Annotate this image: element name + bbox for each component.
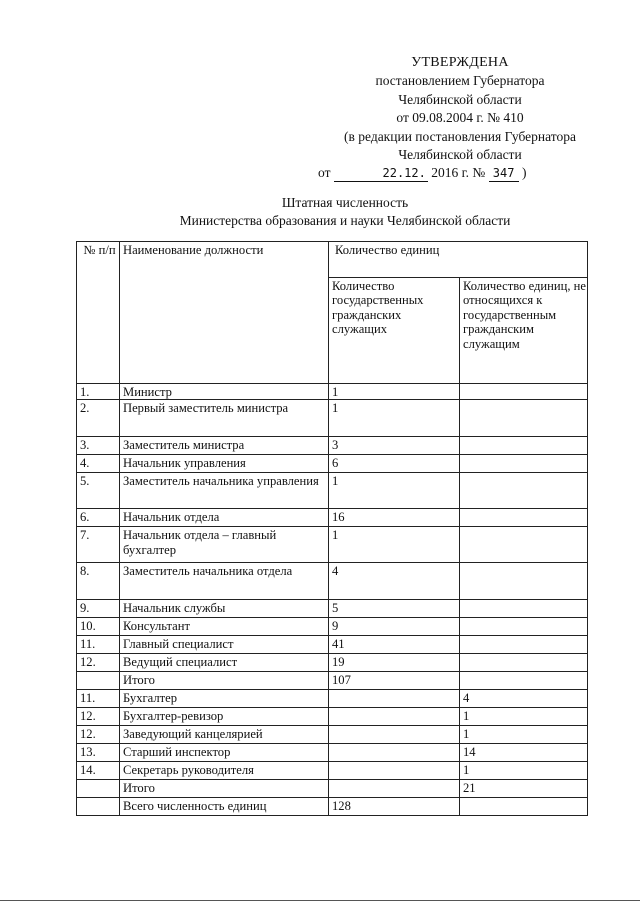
row-number: 12. [77,654,120,672]
row-number: 11. [77,690,120,708]
row-noncivil-count [460,384,588,400]
row-number: 12. [77,708,120,726]
row-number: 4. [77,455,120,473]
row-civil-count: 1 [329,527,460,563]
header-civil-servants: Количество государственных гражданских служащих [329,278,460,384]
table-row [77,509,588,527]
row-position: Начальник службы [120,600,329,618]
row-noncivil-count: 14 [460,744,588,762]
table-row [77,744,588,762]
row-noncivil-count [460,563,588,600]
row-number: 12. [77,726,120,744]
grand-total-row [77,798,588,816]
table-row [77,636,588,654]
row-number: 8. [77,563,120,600]
row-number: 10. [77,618,120,636]
page-bottom-divider [0,900,640,901]
row-number: 14. [77,762,120,780]
approval-line-1: постановлением Губернатора [375,73,545,89]
row-civil-count: 6 [329,455,460,473]
row-number [77,798,120,816]
row-position: Бухгалтер [120,690,329,708]
approval-line-3: от 09.08.2004 г. № 410 [396,110,524,126]
header-row [77,242,588,278]
row-position: Консультант [120,618,329,636]
table-row [77,455,588,473]
row-civil-count: 1 [329,473,460,509]
civil-total-row [77,672,588,690]
row-position: Начальник отдела [120,509,329,527]
row-number: 9. [77,600,120,618]
row-noncivil-count: 1 [460,708,588,726]
row-position: Главный специалист [120,636,329,654]
year-text: 2016 г. № [431,165,486,181]
row-position: Бухгалтер-ревизор [120,708,329,726]
table-row [77,600,588,618]
table-row [77,708,588,726]
row-number: 5. [77,473,120,509]
row-noncivil-count [460,527,588,563]
approval-date-line [310,164,610,182]
header-quantity: Количество единиц [329,242,588,278]
row-civil-count: 9 [329,618,460,636]
row-position: Заведующий канцелярией [120,726,329,744]
row-civil-count [329,762,460,780]
row-noncivil-count [460,654,588,672]
row-civil-count: 3 [329,437,460,455]
row-civil-count: 41 [329,636,460,654]
close-paren: ) [522,165,527,181]
approval-stamp [310,54,610,183]
staff-table [76,241,588,816]
row-position: Итого [120,672,329,690]
table-row [77,618,588,636]
header-number: № п/п [77,242,120,384]
approval-line-5: Челябинской области [398,147,522,163]
row-noncivil-count [460,455,588,473]
row-position: Всего численность единиц [120,798,329,816]
row-civil-count: 128 [329,798,460,816]
table-row [77,527,588,563]
row-position: Итого [120,780,329,798]
header-position: Наименование должности [120,242,329,384]
row-noncivil-count: 1 [460,726,588,744]
row-position: Заместитель начальника отдела [120,563,329,600]
row-civil-count: 5 [329,600,460,618]
document-subtitle: Министерства образования и науки Челябинской области [179,213,511,229]
table-row [77,654,588,672]
row-civil-count: 19 [329,654,460,672]
number-value: 347 [489,166,519,182]
row-civil-count [329,780,460,798]
row-number [77,672,120,690]
row-civil-count [329,744,460,762]
header-non-civil: Количество единиц, не относящихся к государственным гражданским служащим [460,278,588,384]
row-number: 2. [77,400,120,437]
row-civil-count [329,708,460,726]
document-heading [0,194,640,231]
row-position: Первый заместитель министра [120,400,329,437]
row-position: Начальник отдела – главный бухгалтер [120,527,329,563]
row-noncivil-count [460,618,588,636]
row-noncivil-count [460,798,588,816]
row-position: Начальник управления [120,455,329,473]
row-number: 6. [77,509,120,527]
row-number: 3. [77,437,120,455]
row-noncivil-count: 4 [460,690,588,708]
row-civil-count: 1 [329,384,460,400]
approval-title: УТВЕРЖДЕНА [411,55,509,70]
row-civil-count: 1 [329,400,460,437]
row-position: Министр [120,384,329,400]
noncivil-total-row [77,780,588,798]
row-noncivil-count [460,600,588,618]
approval-line-4: (в редакции постановления Губернатора [344,128,576,144]
row-number [77,780,120,798]
row-noncivil-count [460,400,588,437]
date-value: 22.12. [334,166,428,182]
table-row [77,762,588,780]
row-position: Заместитель начальника управления [120,473,329,509]
row-noncivil-count [460,636,588,654]
table-row [77,690,588,708]
row-position: Ведущий специалист [120,654,329,672]
row-civil-count [329,726,460,744]
row-civil-count: 4 [329,563,460,600]
document-title: Штатная численность [281,195,409,210]
table-row [77,384,588,400]
row-position: Заместитель министра [120,437,329,455]
row-noncivil-count [460,437,588,455]
row-noncivil-count [460,473,588,509]
table-row [77,473,588,509]
row-number: 1. [77,384,120,400]
row-civil-count [329,690,460,708]
row-position: Секретарь руководителя [120,762,329,780]
approval-line-2: Челябинской области [398,91,522,107]
date-prefix: от [318,165,331,181]
row-noncivil-count: 1 [460,762,588,780]
table-row [77,437,588,455]
table-row [77,726,588,744]
row-civil-count: 107 [329,672,460,690]
row-number: 7. [77,527,120,563]
row-civil-count: 16 [329,509,460,527]
table-row [77,400,588,437]
row-noncivil-count [460,672,588,690]
row-number: 13. [77,744,120,762]
row-noncivil-count: 21 [460,780,588,798]
table-row [77,563,588,600]
row-position: Старший инспектор [120,744,329,762]
row-noncivil-count [460,509,588,527]
row-number: 11. [77,636,120,654]
